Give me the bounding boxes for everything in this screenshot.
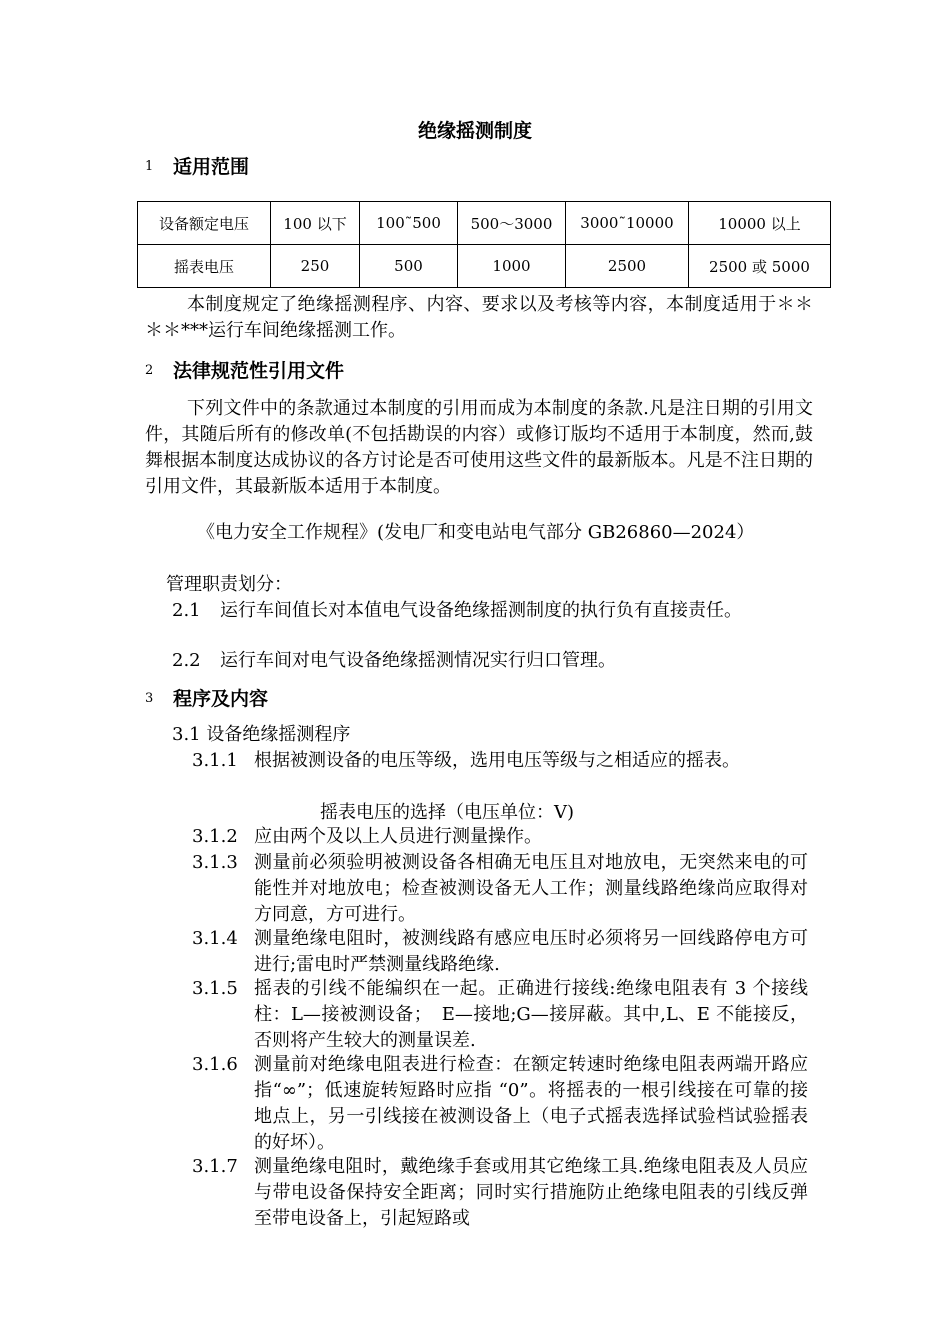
table-cell: 2500 或 5000 xyxy=(689,245,831,288)
table-cell: 100˜500 xyxy=(360,202,458,245)
table-cell: 2500 xyxy=(566,245,689,288)
section-title: 程序及内容 xyxy=(173,688,269,710)
table-cell: 500～3000 xyxy=(458,202,566,245)
table-cell: 设备额定电压 xyxy=(138,202,271,245)
step-number: 3.1.5 xyxy=(192,978,238,999)
table-cell: 摇表电压 xyxy=(138,245,271,288)
table-caption: 摇表电压的选择（电压单位：V) xyxy=(320,802,575,823)
table-row xyxy=(138,245,831,288)
subsection-3-1-heading: 3.1 设备绝缘摇测程序 xyxy=(172,724,351,745)
section-title: 适用范围 xyxy=(173,156,250,178)
mgmt-item-number: 2.1 xyxy=(172,600,201,621)
management-label: 管理职责划分： xyxy=(166,574,292,595)
reference-document: 《电力安全工作规程》(发电厂和变电站电气部分 GB26860—2024） xyxy=(197,522,755,543)
step-number: 3.1.1 xyxy=(192,750,238,771)
table-cell: 1000 xyxy=(458,245,566,288)
table-row xyxy=(138,202,831,245)
section-title: 法律规范性引用文件 xyxy=(173,360,345,382)
mgmt-item-text: 运行车间值长对本值电气设备绝缘摇测制度的执行负有直接责任。 xyxy=(220,600,742,621)
step-text: 根据被测设备的电压等级，选用电压等级与之相适应的摇表。 xyxy=(254,750,740,771)
section-number: 1 xyxy=(145,159,154,174)
mgmt-item-text: 运行车间对电气设备绝缘摇测情况实行归口管理。 xyxy=(220,650,616,671)
section-number: 2 xyxy=(145,363,154,378)
mgmt-item-number: 2.2 xyxy=(172,650,201,671)
step-text: 应由两个及以上人员进行测量操作。 xyxy=(254,826,542,847)
table-cell: 500 xyxy=(360,245,458,288)
table-cell: 3000˜10000 xyxy=(566,202,689,245)
step-number: 3.1.4 xyxy=(192,928,238,949)
reference-paragraph: 下列文件中的条款通过本制度的引用而成为本制度的条款.凡是注日期的引用文件，其随后所有的修改单(不包括勘误的内容）或修订版均不适用于本制度，然而,鼓舞根据本制度达成协议的各方讨论是否可使用这些文件的最新版本。凡是不注日期的引用文件，其最新版本适用于本制度。 xyxy=(145,398,813,497)
table-cell: 100 以下 xyxy=(271,202,360,245)
step-number: 3.1.2 xyxy=(192,826,238,847)
step-text: 测量前必须验明被测设备各相确无电压且对地放电，无突然来电的可能性并对地放电；检查被测设备无人工作；测量线路绝缘尚应取得对方同意，方可进行。 xyxy=(254,852,808,925)
table-cell: 10000 以上 xyxy=(689,202,831,245)
step-number: 3.1.3 xyxy=(192,852,238,873)
step-text: 测量绝缘电阻时，被测线路有感应电压时必须将另一回线路停电方可进行;雷电时严禁测量线路绝缘. xyxy=(254,928,808,975)
voltage-table xyxy=(137,201,831,288)
step-text: 测量绝缘电阻时，戴绝缘手套或用其它绝缘工具.绝缘电阻表及人员应与带电设备保持安全距离；同时实行措施防止绝缘电阻表的引线反弹至带电设备上，引起短路或 xyxy=(254,1156,808,1229)
scope-paragraph: 本制度规定了绝缘摇测程序、内容、要求以及考核等内容，本制度适用于＊＊＊＊***运行车间绝缘摇测工作。 xyxy=(145,294,813,341)
step-text: 摇表的引线不能编织在一起。正确进行接线:绝缘电阻表有 3 个接线柱：L—接被测设备； E—接地;G—接屏蔽。其中,L、E 不能接反，否则将产生较大的测量误差. xyxy=(254,978,808,1051)
step-number: 3.1.6 xyxy=(192,1054,238,1075)
document-title: 绝缘摇测制度 xyxy=(417,120,532,142)
step-number: 3.1.7 xyxy=(192,1156,238,1177)
section-number: 3 xyxy=(145,691,154,706)
table-cell: 250 xyxy=(271,245,360,288)
step-text: 测量前对绝缘电阻表进行检查：在额定转速时绝缘电阻表两端开路应指“∞”；低速旋转短路时应指 “0”。将摇表的一根引线接在可靠的接地点上，另一引线接在被测设备上（电子式摇表选择试验档试验摇表的好坏）。 xyxy=(254,1054,808,1153)
